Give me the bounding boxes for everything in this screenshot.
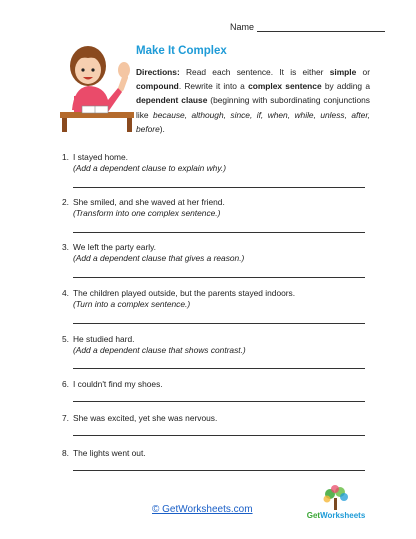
question-6: [62, 379, 368, 390]
name-line[interactable]: [257, 22, 385, 32]
question-number: 3.: [62, 242, 69, 252]
question-2: [62, 197, 368, 219]
term-compound: compound: [136, 81, 179, 92]
answer-line-1[interactable]: [73, 187, 365, 188]
getworksheets-link[interactable]: © GetWorksheets.com: [152, 504, 253, 515]
question-1: [62, 152, 368, 174]
answer-line-6[interactable]: [73, 401, 365, 402]
question-hint: (Add a dependent clause that shows contrast.): [73, 345, 246, 355]
question-hint: (Add a dependent clause to explain why.): [73, 163, 227, 173]
answer-line-8[interactable]: [73, 470, 365, 471]
term-complex: complex sentence: [248, 81, 322, 92]
question-sentence: She was excited, yet she was nervous.: [73, 413, 218, 423]
worksheet-title: Make It Complex: [136, 45, 227, 57]
directions-part: ).: [159, 123, 165, 134]
directions-part: or: [356, 67, 370, 77]
name-label: Name: [230, 22, 255, 32]
question-5: [62, 334, 368, 356]
name-field: [230, 22, 385, 32]
question-sentence: He studied hard.: [73, 334, 135, 344]
answer-line-5[interactable]: [73, 368, 365, 369]
question-hint: (Turn into a complex sentence.): [73, 299, 191, 309]
directions-lead: Directions:: [136, 67, 180, 77]
question-number: 4.: [62, 288, 69, 298]
question-number: 1.: [62, 152, 69, 162]
question-3: [62, 242, 368, 264]
directions-part: . Rewrite it into a: [178, 81, 249, 92]
question-hint: (Add a dependent clause that gives a reason.): [73, 253, 245, 263]
question-number: 5.: [62, 334, 69, 344]
question-sentence: The lights went out.: [73, 448, 146, 458]
question-7: [62, 413, 368, 424]
conjunction-list: because, although, since, if, when, while, unless, after, before: [136, 109, 370, 134]
answer-line-7[interactable]: [73, 435, 365, 436]
getworksheets-logo: [300, 484, 372, 524]
question-number: 2.: [62, 197, 69, 207]
question-number: 8.: [62, 448, 69, 458]
directions-part: Read each sentence. It is either: [179, 67, 330, 77]
directions-text: [136, 65, 370, 136]
logo-word-worksheets: Worksheets: [320, 511, 366, 520]
svg-text:GetWorksheets: [307, 511, 366, 520]
question-sentence: The children played outside, but the parents stayed indoors.: [73, 288, 296, 298]
directions-part: (beginning with subordinating conjunctions like: [136, 95, 370, 120]
answer-line-4[interactable]: [73, 323, 365, 324]
directions-part: by adding a: [321, 81, 370, 92]
term-dependent: dependent clause: [136, 95, 208, 106]
question-sentence: I stayed home.: [73, 152, 128, 162]
question-8: [62, 448, 368, 459]
question-hint: (Transform into one complex sentence.): [73, 208, 221, 218]
question-number: 6.: [62, 379, 69, 389]
question-sentence: She smiled, and she waved at her friend.: [73, 197, 225, 207]
question-4: [62, 288, 368, 310]
question-sentence: I couldn't find my shoes.: [73, 379, 163, 389]
girl-illustration: [60, 40, 134, 136]
question-number: 7.: [62, 413, 69, 423]
answer-line-3[interactable]: [73, 277, 365, 278]
question-sentence: We left the party early.: [73, 242, 157, 252]
answer-line-2[interactable]: [73, 232, 365, 233]
logo-word-get: Get: [306, 511, 321, 520]
term-simple: simple: [329, 67, 357, 77]
